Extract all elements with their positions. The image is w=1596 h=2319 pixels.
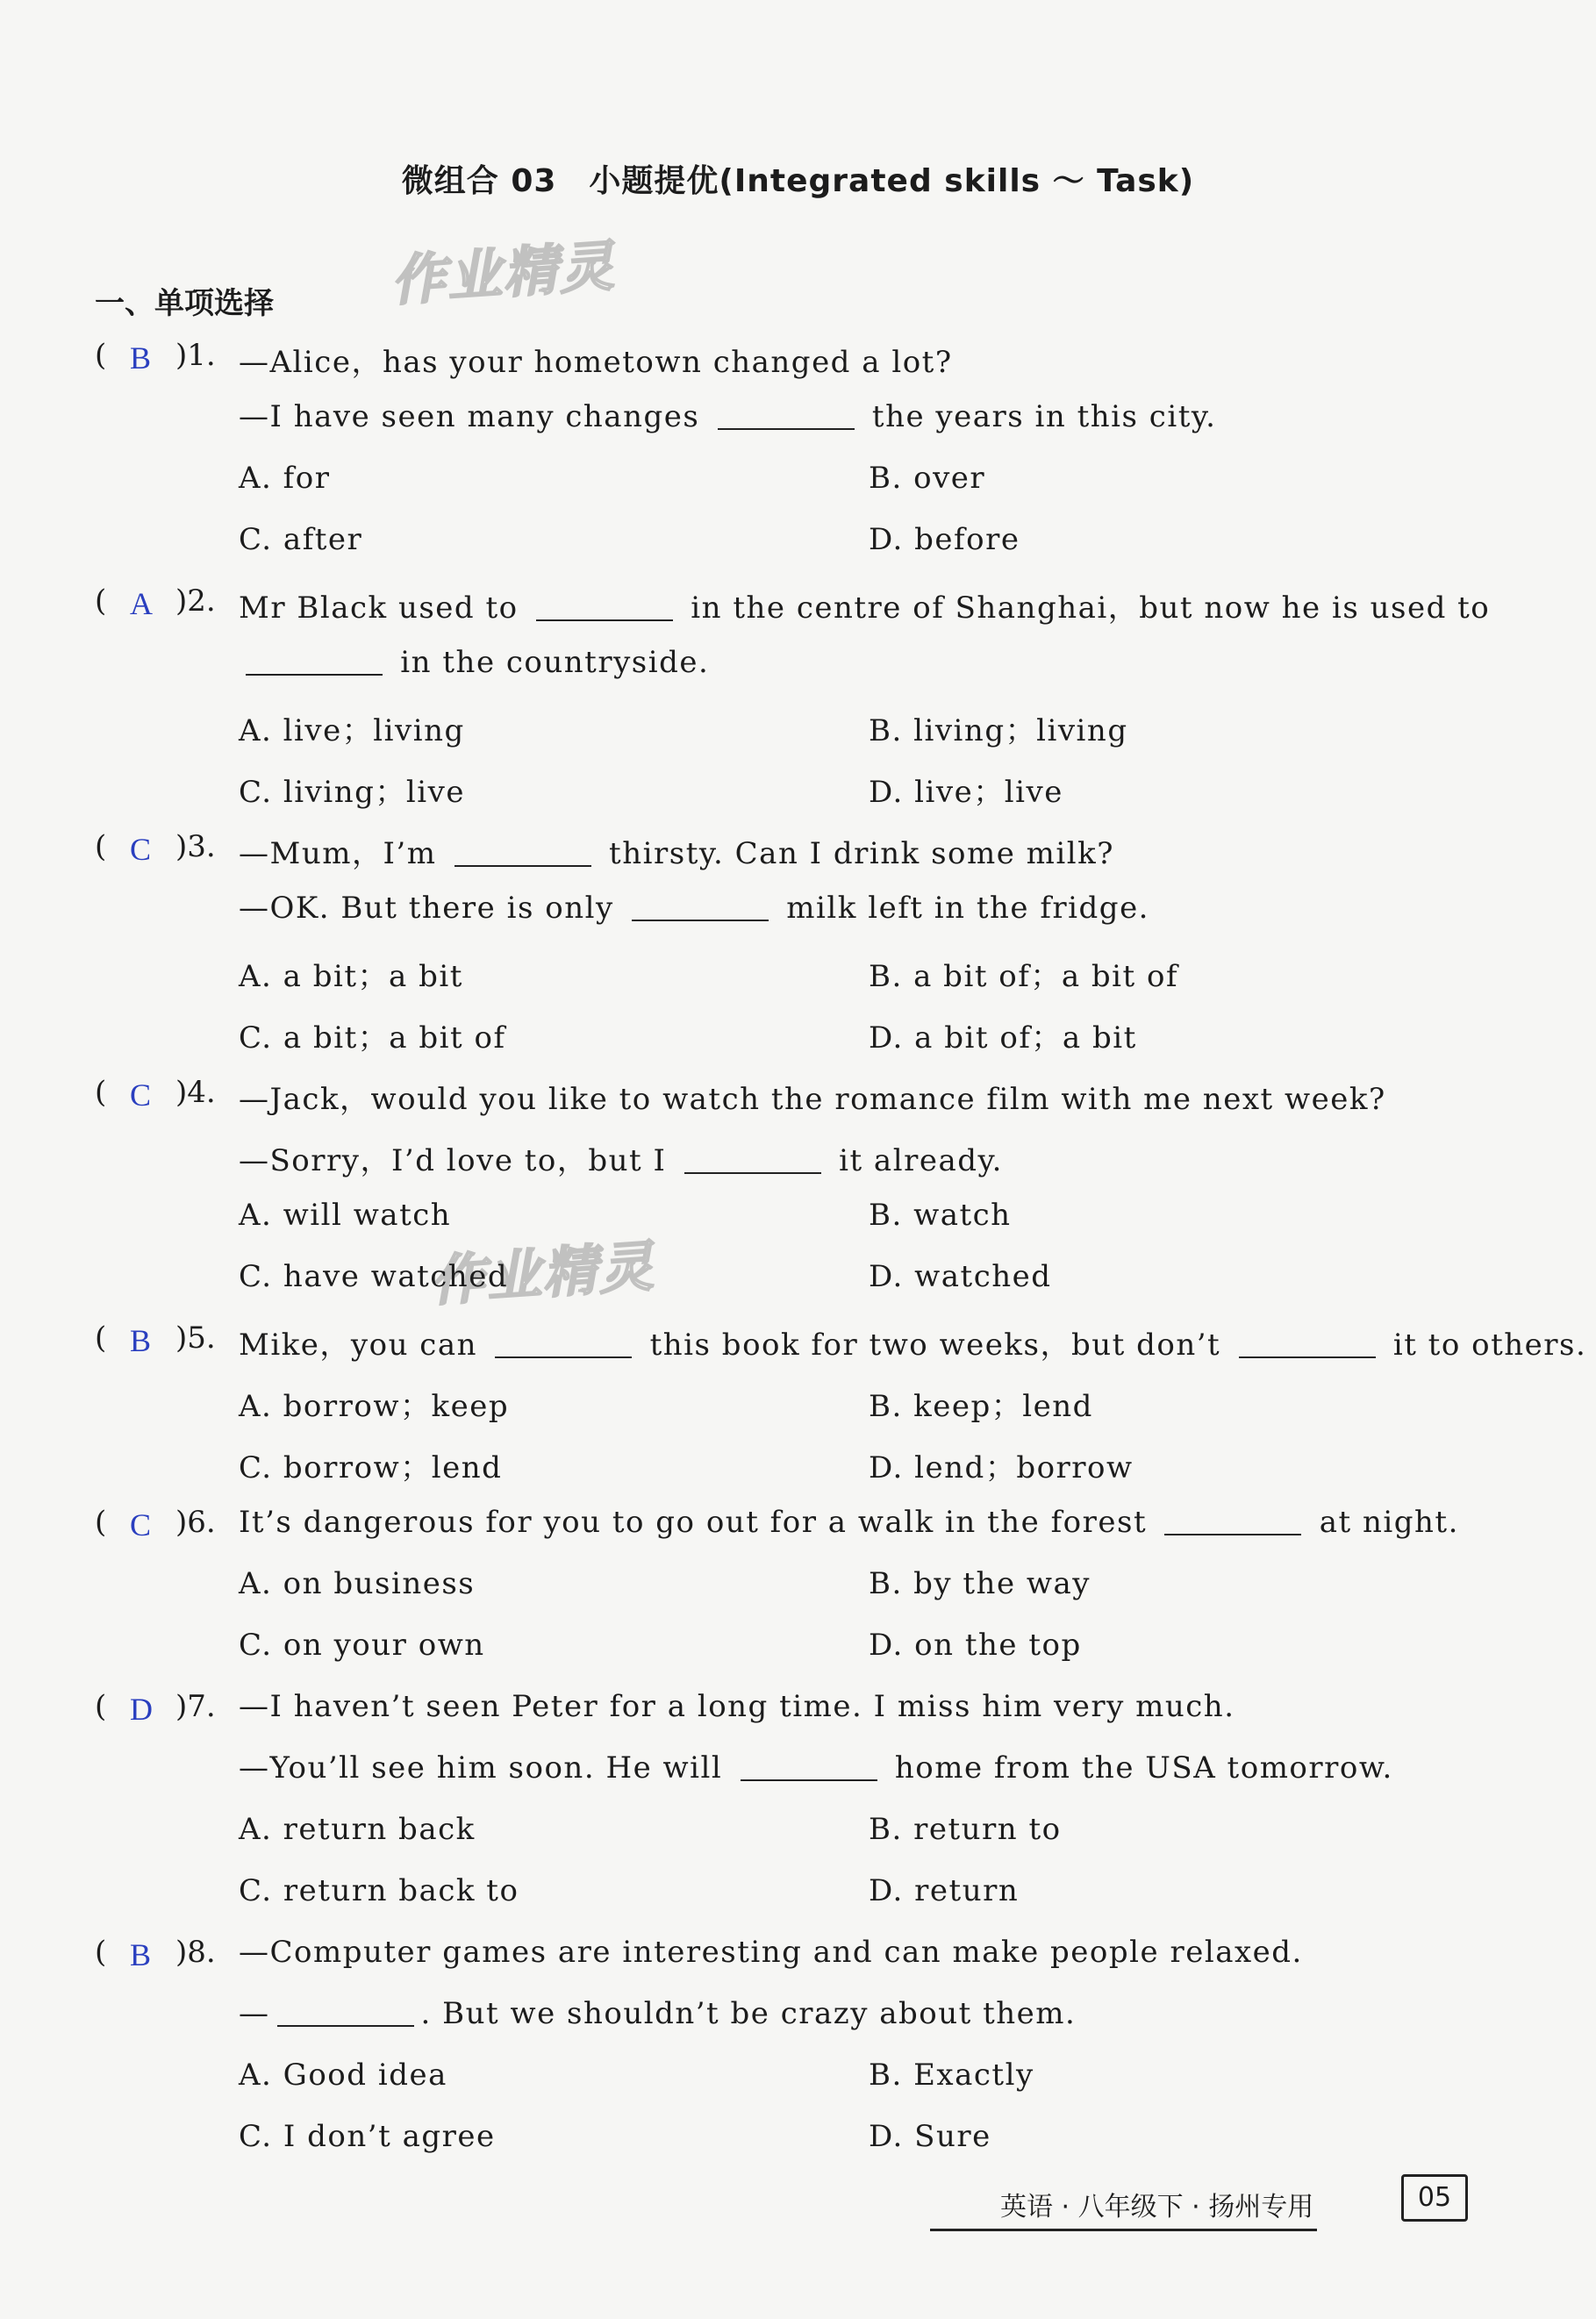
- option-d: D. before: [869, 522, 1020, 557]
- option-c: C. a bit；a bit of: [239, 1020, 506, 1056]
- answer-bracket: (: [95, 1321, 107, 1356]
- question-number: )5.: [175, 1321, 216, 1356]
- question-text-segment: —: [239, 1996, 270, 2031]
- answer-blank[interactable]: [246, 648, 383, 676]
- question-text-line: [239, 1505, 1459, 1540]
- question-text-segment: in the countryside.: [390, 645, 710, 680]
- answer-blank[interactable]: [277, 1999, 414, 2027]
- question-text-segment: —Sorry，I’d love to，but I: [239, 1143, 677, 1178]
- option-b: B. keep；lend: [869, 1389, 1093, 1424]
- option-c: C. borrow；lend: [239, 1450, 503, 1485]
- question-text-segment: it to others.: [1382, 1328, 1587, 1363]
- answer-blank[interactable]: [632, 893, 769, 921]
- question-text-line: —Computer games are interesting and can make people relaxed.: [239, 1935, 1303, 1970]
- option-a: A. a bit；a bit: [239, 959, 463, 994]
- option-b: B. living；living: [869, 713, 1128, 748]
- option-b: B. watch: [869, 1198, 1012, 1233]
- option-d: D. lend；borrow: [869, 1450, 1134, 1485]
- question-number: )2.: [175, 583, 216, 619]
- option-c: C. after: [239, 522, 363, 557]
- option-a: A. for: [239, 461, 331, 496]
- option-c: C. return back to: [239, 1873, 519, 1908]
- option-b: B. return to: [869, 1812, 1062, 1847]
- question-number: )6.: [175, 1505, 216, 1540]
- option-b: B. by the way: [869, 1566, 1091, 1601]
- answer-bracket: (: [95, 1075, 107, 1110]
- question-text-line: —Alice，has your hometown changed a lot?: [239, 345, 953, 380]
- question-text-segment: It’s dangerous for you to go out for a walk in the forest: [239, 1505, 1158, 1540]
- answer-blank[interactable]: [495, 1330, 632, 1358]
- question-text-line: [239, 399, 1216, 434]
- option-d: D. watched: [869, 1259, 1052, 1294]
- section-title: 一、单项选择: [95, 286, 274, 321]
- question-number: )3.: [175, 829, 216, 864]
- answer-blank[interactable]: [1164, 1507, 1301, 1535]
- answer-letter: C: [130, 1507, 152, 1542]
- question-number: )1.: [175, 338, 216, 373]
- answer-bracket: (: [95, 1505, 107, 1540]
- answer-letter: A: [130, 586, 153, 621]
- question-text-segment: it already.: [827, 1143, 1003, 1178]
- question-text-line: [239, 1750, 1393, 1786]
- question-text-segment: in the centre of Shanghai，but now he is used to: [679, 590, 1491, 626]
- option-d: D. a bit of；a bit: [869, 1020, 1137, 1056]
- option-b: B. over: [869, 461, 986, 496]
- answer-bracket: (: [95, 338, 107, 373]
- question-text-segment: thirsty. Can I drink some milk?: [598, 836, 1114, 871]
- option-c: C. have watched: [239, 1259, 509, 1294]
- option-b: B. Exactly: [869, 2058, 1034, 2093]
- option-d: D. on the top: [869, 1628, 1082, 1663]
- page-title: 微组合 03 小题提优(Integrated skills ～ Task): [401, 163, 1195, 199]
- option-c: C. living；live: [239, 775, 465, 810]
- option-d: D. Sure: [869, 2119, 991, 2154]
- question-text-segment: —Mum，I’m: [239, 836, 447, 871]
- answer-blank[interactable]: [741, 1753, 877, 1781]
- question-text-line: [239, 829, 1114, 872]
- option-d: D. live；live: [869, 775, 1063, 810]
- option-d: D. return: [869, 1873, 1020, 1908]
- option-a: A. will watch: [239, 1198, 452, 1233]
- option-c: C. I don’t agree: [239, 2119, 496, 2154]
- option-a: A. live；living: [239, 713, 465, 748]
- question-text-segment: —OK. But there is only: [239, 891, 625, 926]
- option-a: A. on business: [239, 1566, 476, 1601]
- question-text-segment: —You’ll see him soon. He will: [239, 1750, 734, 1786]
- question-text-segment: . But we shouldn’t be crazy about them.: [420, 1996, 1077, 2031]
- question-text-segment: this book for two weeks，but don’t: [639, 1328, 1232, 1363]
- watermark-middle: 作业精灵: [428, 1234, 657, 1313]
- question-text-line: [239, 1321, 1586, 1363]
- option-a: A. borrow；keep: [239, 1389, 510, 1424]
- answer-letter: B: [130, 1937, 152, 1972]
- question-text-line: [239, 1136, 1003, 1179]
- question-text-line: —I haven’t seen Peter for a long time. I miss him very much.: [239, 1689, 1235, 1724]
- answer-blank[interactable]: [718, 402, 855, 430]
- answer-letter: C: [130, 832, 152, 867]
- answer-bracket: (: [95, 583, 107, 619]
- answer-letter: C: [130, 1077, 152, 1113]
- question-text-segment: —I have seen many changes: [239, 399, 711, 434]
- option-a: A. Good idea: [239, 2058, 447, 2093]
- answer-bracket: (: [95, 829, 107, 864]
- question-text-line: [239, 583, 1490, 626]
- question-number: )7.: [175, 1689, 216, 1724]
- question-text-segment: milk left in the fridge.: [776, 891, 1149, 926]
- question-text-line: [239, 891, 1149, 926]
- footer-subject: 英语 · 八年级下 · 扬州专用: [930, 2185, 1317, 2231]
- option-c: C. on your own: [239, 1628, 485, 1663]
- question-text-segment: home from the USA tomorrow.: [884, 1750, 1393, 1786]
- page-number: 05: [1401, 2174, 1468, 2222]
- watermark-top: 作业精灵: [389, 233, 618, 313]
- answer-blank[interactable]: [684, 1146, 821, 1174]
- answer-blank[interactable]: [536, 593, 673, 621]
- question-number: )8.: [175, 1935, 216, 1970]
- option-b: B. a bit of；a bit of: [869, 959, 1179, 994]
- answer-blank[interactable]: [1239, 1330, 1376, 1358]
- question-text-segment: Mike，you can: [239, 1328, 489, 1363]
- answer-bracket: (: [95, 1935, 107, 1970]
- answer-blank[interactable]: [454, 839, 591, 867]
- option-a: A. return back: [239, 1812, 476, 1847]
- question-text-line: —Jack，would you like to watch the romance film with me next week?: [239, 1082, 1386, 1117]
- question-text-segment: the years in this city.: [861, 399, 1217, 434]
- question-text-segment: Mr Black used to: [239, 590, 529, 626]
- answer-letter: D: [130, 1692, 153, 1727]
- question-text-line: [239, 1996, 1076, 2031]
- question-text-segment: at night.: [1308, 1505, 1459, 1540]
- answer-letter: B: [130, 340, 152, 376]
- answer-letter: B: [130, 1323, 152, 1358]
- answer-bracket: (: [95, 1689, 107, 1724]
- question-number: )4.: [175, 1075, 216, 1110]
- question-text-line: [239, 645, 709, 680]
